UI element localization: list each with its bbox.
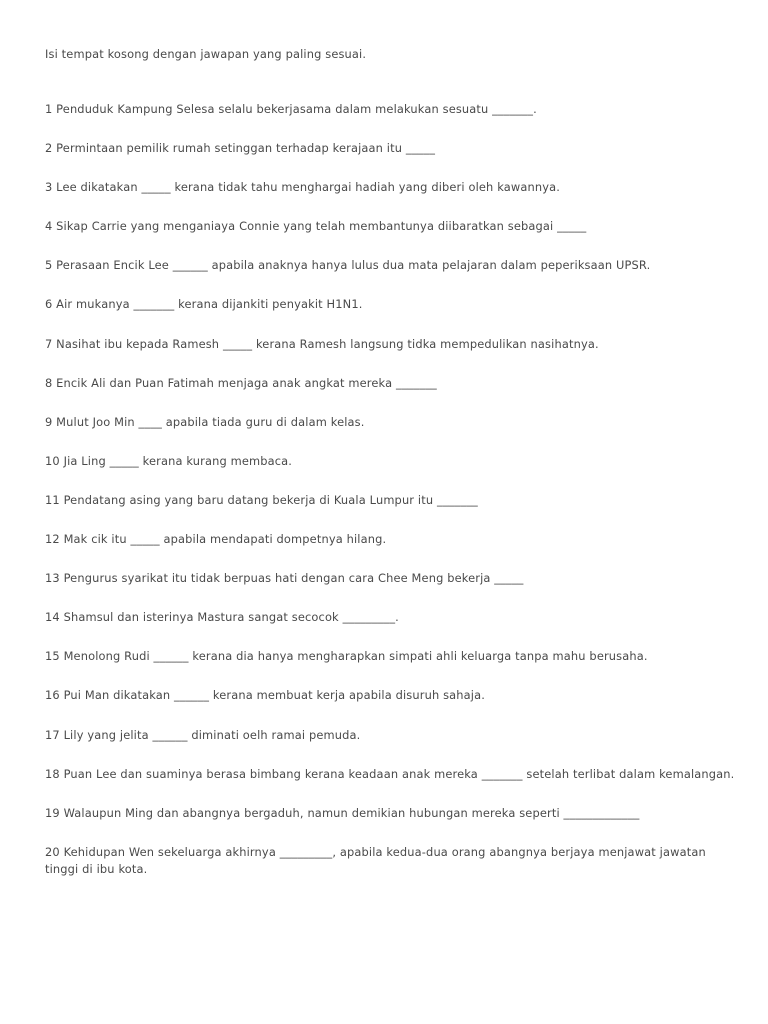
question-2: 2 Permintaan pemilik rumah setinggan terhadap kerajaan itu _____	[45, 141, 436, 156]
question-17: 17 Lily yang jelita ______ diminati oelh ramai pemuda.	[45, 727, 361, 742]
question-20: 20 Kehidupan Wen sekeluarga akhirnya _________, apabila kedua-dua orang abangnya berjaya menjawat jawatan tinggi di ibu kota.	[45, 844, 706, 876]
question-4: 4 Sikap Carrie yang menganiaya Connie yang telah membantunya diibaratkan sebagai _____	[45, 219, 587, 234]
question-7: 7 Nasihat ibu kepada Ramesh _____ kerana Ramesh langsung tidka mempedulikan nasihatnya.	[45, 336, 599, 351]
question-1: 1 Penduduk Kampung Selesa selalu bekerjasama dalam melakukan sesuatu _______.	[45, 102, 537, 116]
question-12: 12 Mak cik itu _____ apabila mendapati dompetnya hilang.	[45, 532, 387, 547]
instruction-text: Isi tempat kosong dengan jawapan yang paling sesuai.	[45, 47, 367, 61]
question-5: 5 Perasaan Encik Lee ______ apabila anaknya hanya lulus dua mata pelajaran dalam peperiksaan UPSR.	[45, 258, 651, 273]
question-6: 6 Air mukanya _______ kerana dijankiti penyakit H1N1.	[45, 297, 363, 312]
question-13: 13 Pengurus syarikat itu tidak berpuas hati dengan cara Chee Meng bekerja _____	[45, 571, 524, 586]
question-10: 10 Jia Ling _____ kerana kurang membaca.	[45, 453, 293, 468]
question-11: 11 Pendatang asing yang baru datang bekerja di Kuala Lumpur itu _______	[45, 492, 478, 507]
question-list	[45, 101, 735, 900]
question-14: 14 Shamsul dan isterinya Mastura sangat secocok _________.	[45, 610, 399, 625]
question-18: 18 Puan Lee dan suaminya berasa bimbang kerana keadaan anak mereka _______ setelah terlibat dalam kemalangan.	[45, 766, 735, 781]
question-19: 19 Walaupun Ming dan abangnya bergaduh, namun demikian hubungan mereka seperti _____________	[45, 805, 640, 820]
question-9: 9 Mulut Joo Min ____ apabila tiada guru di dalam kelas.	[45, 414, 365, 429]
question-8: 8 Encik Ali dan Puan Fatimah menjaga anak angkat mereka _______	[45, 375, 437, 390]
question-16: 16 Pui Man dikatakan ______ kerana membuat kerja apabila disuruh sahaja.	[45, 688, 486, 703]
question-15: 15 Menolong Rudi ______ kerana dia hanya mengharapkan simpati ahli keluarga tanpa mahu berusaha.	[45, 649, 648, 664]
question-3: 3 Lee dikatakan _____ kerana tidak tahu menghargai hadiah yang diberi oleh kawannya.	[45, 180, 560, 195]
